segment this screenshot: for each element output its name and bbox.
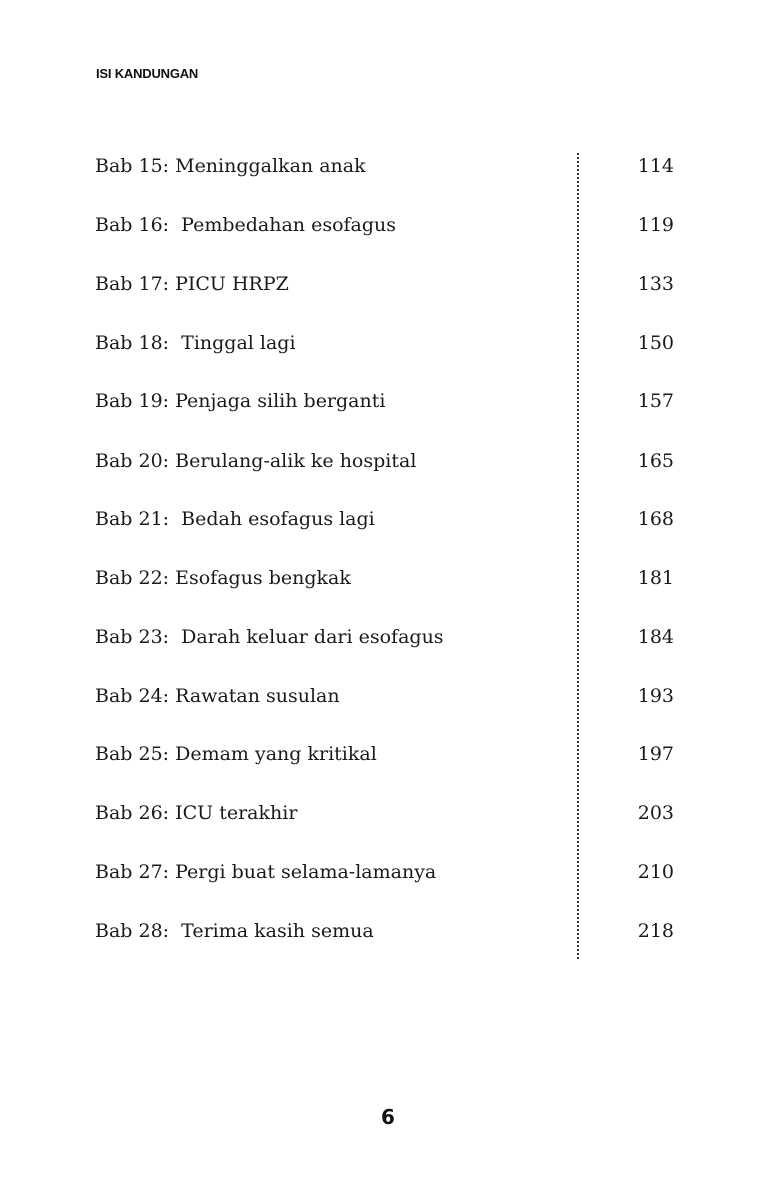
toc-entry-page: 150 xyxy=(637,332,674,354)
toc-entry-page: 133 xyxy=(637,273,674,295)
section-header: ISI KANDUNGAN xyxy=(96,66,199,81)
toc-entry xyxy=(0,626,776,656)
toc-entry-page: 197 xyxy=(637,743,674,765)
toc-entry-title: Bab 27: Pergi buat selama-lamanya xyxy=(95,861,437,883)
toc-entry-page: 157 xyxy=(637,390,674,412)
toc-entry-page: 203 xyxy=(637,802,674,824)
toc-entry xyxy=(0,155,776,185)
toc-entry-title: Bab 25: Demam yang kritikal xyxy=(95,743,377,765)
toc-entry-title: Bab 17: PICU HRPZ xyxy=(95,273,289,295)
toc-entry-title: Bab 19: Penjaga silih berganti xyxy=(95,390,386,412)
toc-entry xyxy=(0,214,776,244)
toc-entry-title: Bab 26: ICU terakhir xyxy=(95,802,298,824)
toc-entry-page: 218 xyxy=(637,920,674,942)
toc-entry-page: 210 xyxy=(637,861,674,883)
toc-entry xyxy=(0,861,776,891)
toc-entry-page: 119 xyxy=(637,214,674,236)
toc-entry-title: Bab 23: Darah keluar dari esofagus xyxy=(95,626,444,648)
toc-entry-title: Bab 21: Bedah esofagus lagi xyxy=(95,508,375,530)
toc-entry xyxy=(0,450,776,480)
page-number: 6 xyxy=(381,1105,395,1129)
toc-entry-page: 114 xyxy=(637,155,674,177)
toc-entry-title: Bab 28: Terima kasih semua xyxy=(95,920,374,942)
toc-entry-title: Bab 22: Esofagus bengkak xyxy=(95,567,351,589)
dotted-divider xyxy=(577,153,579,959)
toc-entry xyxy=(0,920,776,950)
toc-entry xyxy=(0,567,776,597)
toc-entry xyxy=(0,743,776,773)
toc-entry xyxy=(0,332,776,362)
toc-entry-page: 165 xyxy=(637,450,674,472)
toc-entry xyxy=(0,273,776,303)
toc-entry xyxy=(0,685,776,715)
toc-entry-page: 184 xyxy=(637,626,674,648)
toc-entry-page: 181 xyxy=(637,567,674,589)
toc-entry-title: Bab 16: Pembedahan esofagus xyxy=(95,214,397,236)
toc-entry-title: Bab 18: Tinggal lagi xyxy=(95,332,296,354)
toc-entry xyxy=(0,390,776,420)
toc-entry-title: Bab 20: Berulang-alik ke hospital xyxy=(95,450,417,472)
toc-entry xyxy=(0,508,776,538)
toc-entry-page: 168 xyxy=(637,508,674,530)
toc-entry-title: Bab 15: Meninggalkan anak xyxy=(95,155,366,177)
toc-entry-title: Bab 24: Rawatan susulan xyxy=(95,685,340,707)
toc-entry xyxy=(0,802,776,832)
toc-entry-page: 193 xyxy=(637,685,674,707)
